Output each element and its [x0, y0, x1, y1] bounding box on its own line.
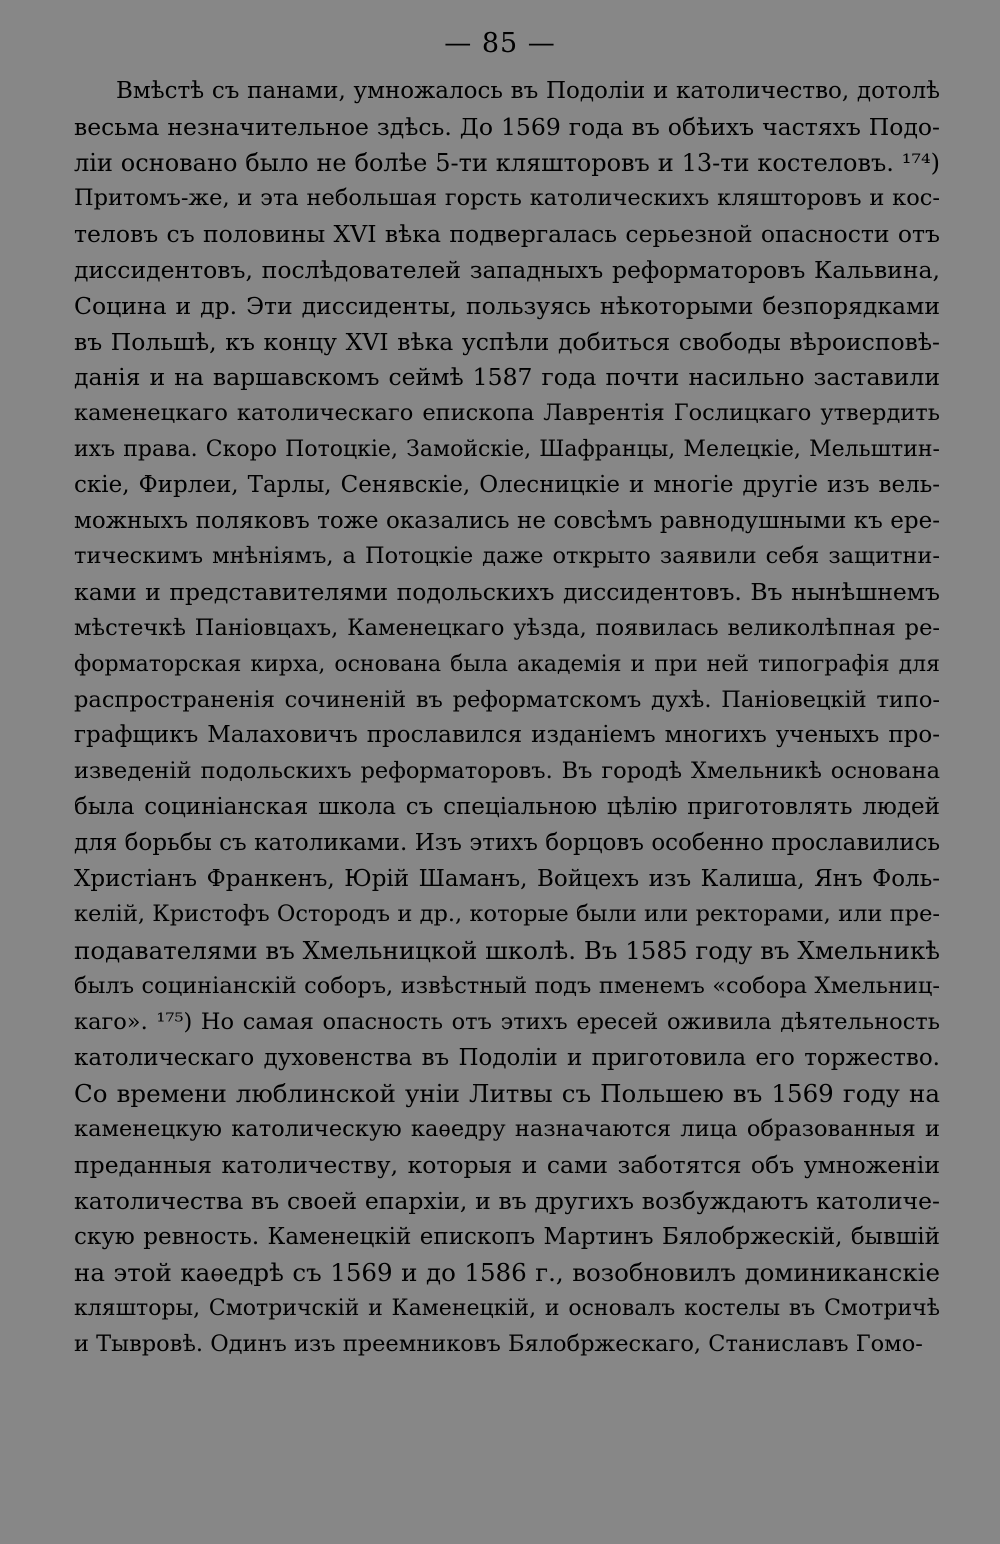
text-line: былъ социніанскій соборъ, извѣстный подъ пменемъ «собора Хмельниц-: [74, 972, 940, 999]
text-line: каго». ¹⁷⁵) Но самая опасность отъ этихъ ересей оживила дѣятельность: [74, 1008, 940, 1035]
text-line: католичества въ своей епархіи, и въ другихъ возбуждаютъ католиче-: [74, 1186, 940, 1215]
text-line: католическаго духовенства въ Подоліи и приготовила его торжество.: [74, 1044, 940, 1071]
text-line: Со времени люблинской уніи Литвы съ Польшею въ 1569 году на: [74, 1079, 940, 1109]
text-line: Притомъ-же, и эта небольшая горсть католическихъ кляшторовъ и кос-: [74, 185, 940, 212]
body-text: [74, 74, 940, 1363]
text-line: форматорская кирха, основана была академія и при ней типографія для: [74, 651, 940, 677]
text-line: Христіанъ Франкенъ, Юрій Шаманъ, Войцехъ изъ Калиша, Янъ Фоль-: [74, 865, 940, 892]
text-line: преданныя католичеству, которыя и сами заботятся объ умноженіи: [74, 1150, 940, 1179]
text-line: графщикъ Малаховичъ прославился изданіемъ многихъ ученыхъ про-: [74, 722, 940, 749]
text-line: келій, Кристофъ Остородъ и др., которые были или ректорами, или пре-: [74, 901, 940, 928]
page-number: — 85 —: [444, 28, 556, 59]
text-line: ліи основано было не болѣе 5-ти кляшторовъ и 13-ти костеловъ. ¹⁷⁴): [74, 148, 940, 177]
text-line: изведеній подольскихъ реформаторовъ. Въ городѣ Хмельникѣ основана: [74, 758, 940, 785]
text-line: распространенія сочиненій въ реформатскомъ духѣ. Паніовецкій типо-: [74, 686, 940, 713]
text-line: Вмѣстѣ съ панами, умножалось въ Подоліи и католичество, дотолѣ: [116, 78, 940, 104]
text-line: мѣстечкѣ Паніовцахъ, Каменецкаго уѣзда, появилась великолѣпная ре-: [74, 614, 940, 641]
text-line: для борьбы съ католиками. Изъ этихъ борцовъ особенно прославились: [74, 829, 940, 856]
text-line: кляшторы, Смотричскій и Каменецкій, и основалъ костелы въ Смотричѣ: [74, 1296, 940, 1322]
text-line: каменецкаго католическаго епископа Лаврентія Гослицкаго утвердить: [74, 400, 940, 427]
text-line: въ Польшѣ, къ концу XVI вѣка успѣли добиться свободы вѣроисповѣ-: [74, 327, 940, 356]
text-line: теловъ съ половины XVI вѣка подвергалась серьезной опасности отъ: [74, 220, 940, 249]
text-line: весьма незначительное здѣсь. До 1569 года въ обѣихъ частяхъ Подо-: [74, 112, 940, 141]
text-line: можныхъ поляковъ тоже оказались не совсѣмъ равнодушными къ ере-: [74, 507, 940, 534]
text-line: подавателями въ Хмельницкой школѣ. Въ 1585 году въ Хмельникѣ: [74, 936, 940, 966]
text-line: тическимъ мнѣніямъ, а Потоцкіе даже открыто заявили себя защитни-: [74, 543, 940, 570]
text-line: Социна и др. Эти диссиденты, пользуясь нѣкоторыми безпорядками: [74, 291, 940, 320]
text-line: ихъ права. Скоро Потоцкіе, Замойскіе, Шафранцы, Мелецкіе, Мельштин-: [74, 436, 940, 462]
text-line: была социніанская школа съ спеціальною цѣлію приготовлять людей: [74, 793, 940, 820]
text-line: данія и на варшавскомъ сеймѣ 1587 года почти насильно заставили: [74, 363, 940, 392]
text-line: ками и представителями подольскихъ диссидентовъ. Въ нынѣшнемъ: [74, 578, 940, 607]
text-line: скую ревность. Каменецкій епископъ Мартинъ Бялобржескій, бывшій: [74, 1223, 940, 1250]
text-line: скіе, Фирлеи, Тарлы, Сенявскіе, Олесницкіе и многіе другіе изъ вель-: [74, 471, 940, 498]
text-line: и Тывровѣ. Одинъ изъ преемниковъ Бялобржескаго, Станиславъ Гомо-: [74, 1330, 923, 1357]
text-line: диссидентовъ, послѣдователей западныхъ реформаторовъ Кальвина,: [74, 255, 940, 284]
text-line: на этой каѳедрѣ съ 1569 и до 1586 г., возобновилъ доминиканскіе: [74, 1258, 940, 1288]
text-line: каменецкую католическую каѳедру назначаются лица образованныя и: [74, 1116, 940, 1143]
